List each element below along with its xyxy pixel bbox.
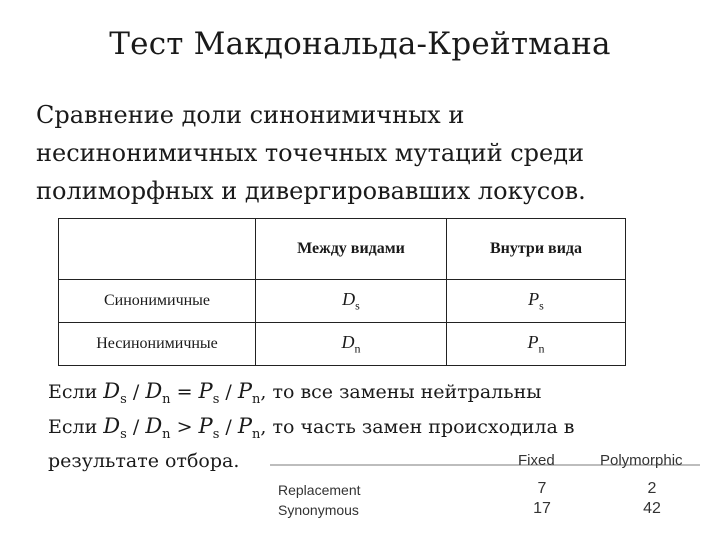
mk-row-label-replacement: Replacement	[278, 482, 361, 498]
table-row	[59, 323, 626, 366]
table-row	[59, 280, 626, 323]
condition-line-2: Если $D_s / D_n > P_s / P_n$, то часть замен происходила в	[48, 414, 575, 443]
subscript: s	[355, 298, 360, 313]
slide-title: Тест Макдональда-Крейтмана	[109, 26, 611, 62]
symbol: P	[528, 288, 540, 309]
header-empty-cell	[59, 219, 256, 280]
mk-cell-replacement-fixed: 7	[537, 480, 547, 497]
subscript: n	[538, 341, 545, 356]
cell-ds	[256, 280, 447, 323]
mk-cell-replacement-poly: 2	[647, 480, 657, 497]
row-label-nonsynonymous: Несинонимичные	[59, 323, 256, 366]
symbol: P	[527, 331, 539, 352]
mk-cell-synonymous-fixed: 17	[533, 500, 551, 517]
subscript: n	[354, 341, 361, 356]
symbol: D	[342, 288, 356, 309]
mk-header-fixed: Fixed	[518, 452, 555, 469]
cell-dn	[256, 323, 447, 366]
mk-row-label-synonymous: Synonymous	[278, 502, 359, 518]
cell-pn	[447, 323, 626, 366]
subscript: s	[539, 298, 544, 313]
condition-line-3: результате отбора.	[48, 450, 240, 473]
mk-data-table	[270, 440, 700, 530]
condition-line-1: Если $D_s / D_n = P_s / P_n$, то все замены нейтральны	[48, 379, 542, 408]
row-label-synonymous: Синонимичные	[59, 280, 256, 323]
mk-cell-synonymous-poly: 42	[643, 500, 661, 517]
symbol: D	[341, 331, 355, 352]
cell-ps	[447, 280, 626, 323]
header-between-species: Между видами	[256, 219, 447, 280]
mk-header-polymorphic: Polymorphic	[600, 452, 683, 469]
intro-line: полиморфных и дивергировавших локусов.	[36, 177, 586, 205]
intro-line: несинонимичных точечных мутаций среди	[36, 139, 585, 167]
table-header-row	[59, 219, 626, 280]
intro-paragraph	[36, 96, 696, 210]
header-within-species: Внутри вида	[447, 219, 626, 280]
comparison-table	[58, 218, 626, 366]
intro-line: Сравнение доли синонимичных и	[36, 101, 465, 129]
